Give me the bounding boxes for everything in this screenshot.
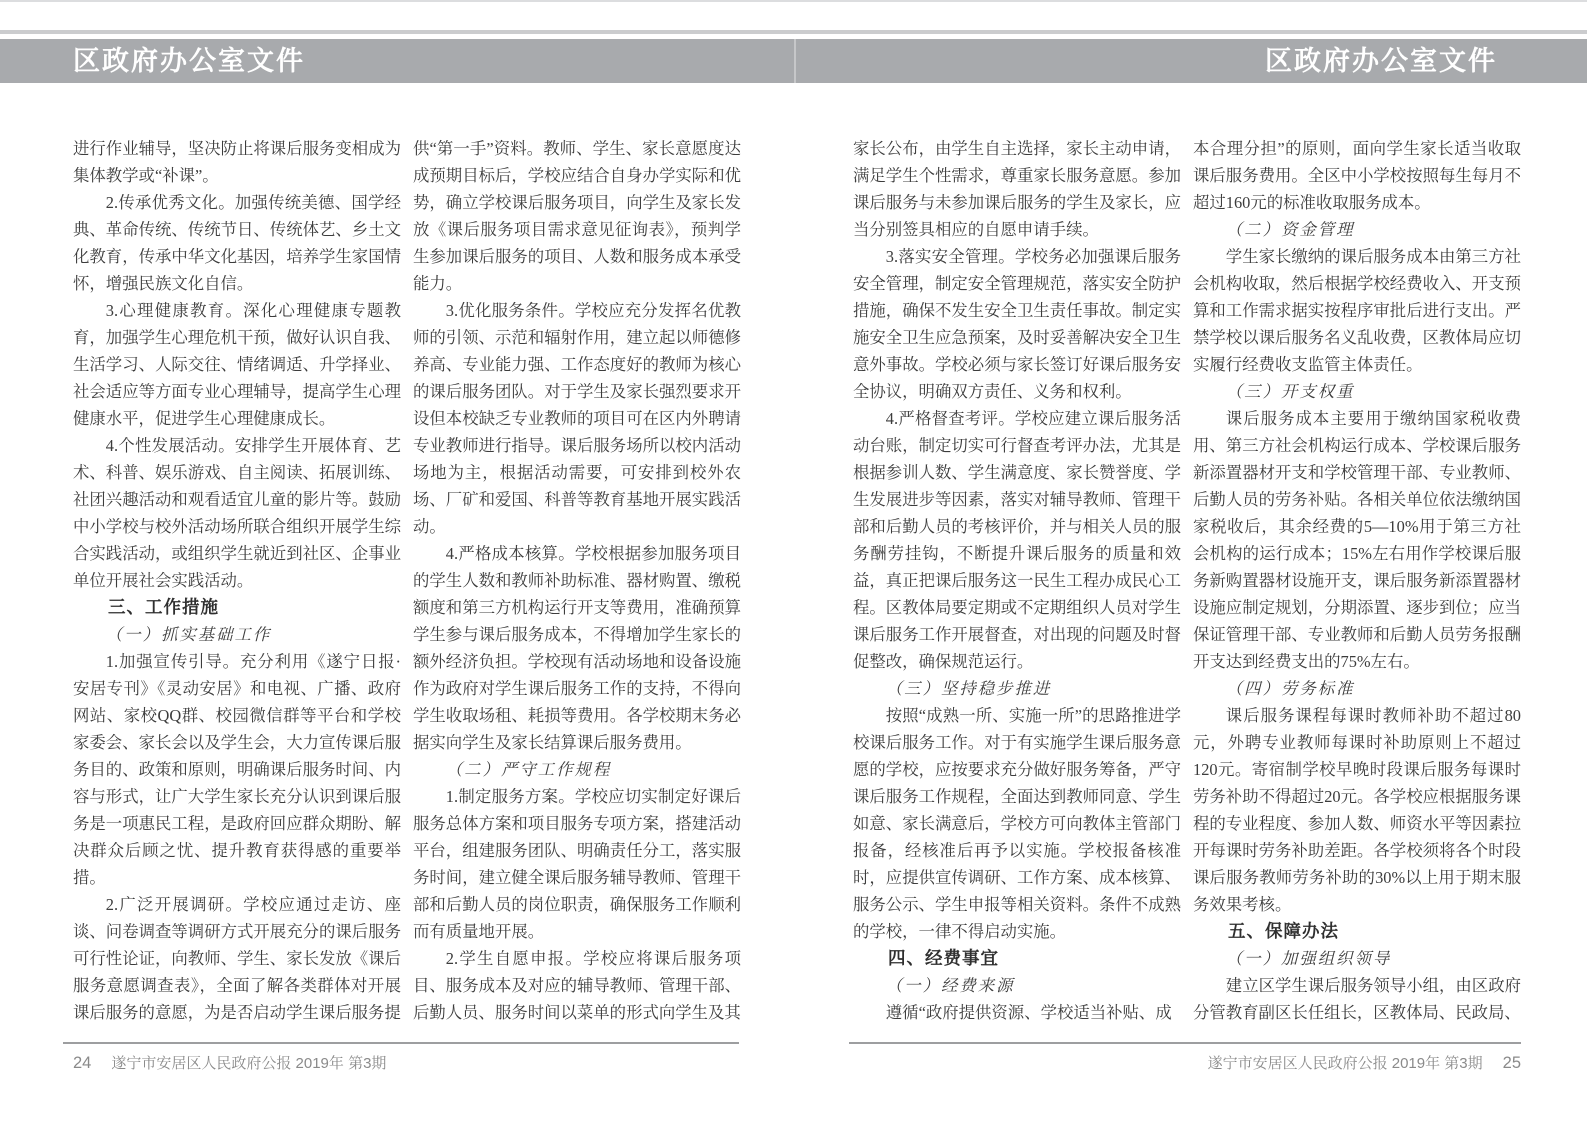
- paragraph: 课后服务成本主要用于缴纳国家税收费用、第三方社会机构运行成本、学校课后服务新添置器材开支和学校管理干部、专业教师、后勤人员的劳务补贴。各相关单位依法缴纳国家税收后，其余经费的5—10%用于第三方社会机构的运行成本；15%左右用作学校课后服务新购置器材设施开支，课后服务新添置器材设施应制定规划，分期添置、逐步到位；应当保证管理干部、专业教师和后勤人员劳务报酬开支达到经费支出的75%左右。: [1193, 409, 1521, 671]
- sub-heading: （三）坚持稳步推进: [885, 679, 1052, 698]
- footer-title-right: 遂宁市安居区人民政府公报 2019年 第3期: [1207, 1055, 1483, 1072]
- left-page-banner-title: 区政府办公室文件: [73, 46, 305, 76]
- left-page-footer: [73, 1052, 386, 1074]
- text-column-2: [413, 135, 741, 1026]
- text-column-1: [73, 135, 401, 1026]
- paragraph: 4.个性发展活动。安排学生开展体育、艺术、科普、娱乐游戏、自主阅读、拓展训练、社团兴趣活动和观看适宜儿童的影片等。鼓励中小学校与校外活动场所联合组织开展学生综合实践活动，或组织学生就近到社区、企事业单位开展社会实践活动。: [73, 436, 401, 590]
- paragraph: 进行作业辅导，坚决防止将课后服务变相成为集体教学或“补课”。: [73, 139, 401, 185]
- paragraph: 建立区学生课后服务领导小组，由区政府分管教育副区长任组长，区教体局、民政局、: [1193, 976, 1521, 1022]
- paragraph: 课后服务课程每课时教师补助不超过80元，外聘专业教师每课时补助原则上不超过120元。寄宿制学校早晚时段课后服务每课时劳务补助不得超过20元。各学校应根据服务课程的专业程度、参加人数、师资水平等因素拉开每课时劳务补助差距。各学校须将各个时段课后服务教师劳务补助的30%以上用于期末服务效果考核。: [1193, 706, 1521, 914]
- left-footer-rule: [63, 1042, 739, 1044]
- paragraph: 本合理分担”的原则，面向学生家长适当收取课后服务费用。全区中小学校按照每生每月不超过160元的标准收取服务成本。: [1193, 139, 1521, 212]
- paragraph: 4.严格成本核算。学校根据参加服务项目的学生人数和教师补助标准、器材购置、缴税额度和第三方机构运行开支等费用，准确预算学生参与课后服务成本，不得增加学生家长的额外经济负担。学校现有活动场地和设备设施作为政府对学生课后服务工作的支持，不得向学生收取场租、耗损等费用。各学校期末务必据实向学生及家长结算课后服务费用。: [413, 544, 741, 752]
- paragraph: 2.广泛开展调研。学校应通过走访、座谈、问卷调查等调研方式开展充分的课后服务可行性论证，向教师、学生、家长发放《课后服务意愿调查表》，全面了解各类群体对开展课后服务的意愿，为是否启动学生课后服务提: [73, 895, 401, 1022]
- paragraph: 1.加强宣传引导。充分利用《遂宁日报·安居专刊》《灵动安居》和电视、广播、政府网站、家校QQ群、校园微信群等平台和学校家委会、家长会以及学生会，大力宣传课后服务目的、政策和原则，明确课后服务时间、内容与形式，让广大学生家长充分认识到课后服务是一项惠民工程，是政府回应群众期盼、解决群众后顾之忧、提升教育获得感的重要举措。: [73, 652, 401, 887]
- page-number-left: 24: [73, 1054, 92, 1072]
- text-column-3: [853, 135, 1181, 1026]
- paragraph: 3.落实安全管理。学校务必加强课后服务安全管理，制定安全管理规范，落实安全防护措施，确保不发生安全卫生责任事故。制定实施安全卫生应急预案，及时妥善解决安全卫生意外事故。学校必须与家长签订好课后服务安全协议，明确双方责任、义务和权利。: [853, 247, 1181, 401]
- sub-heading: （一）抓实基础工作: [105, 625, 272, 644]
- paragraph: 1.制定服务方案。学校应切实制定好课后服务总体方案和项目服务专项方案，搭建活动平台，组建服务团队、明确责任分工，落实服务时间，建立健全课后服务辅导教师、管理干部和后勤人员的岗位职责，确保服务工作顺利而有质量地开展。: [413, 787, 741, 941]
- paragraph: 供“第一手”资料。教师、学生、家长意愿度达成预期目标后，学校应结合自身办学实际和优势，确立学校课后服务项目，向学生及家长发放《课后服务项目需求意见征询表》，预判学生参加课后服务的项目、人数和服务成本承受能力。: [413, 139, 741, 293]
- paragraph: 3.心理健康教育。深化心理健康专题教育，加强学生心理危机干预，做好认识自我、生活学习、人际交往、情绪调适、升学择业、社会适应等方面专业心理辅导，提高学生心理健康水平，促进学生心理健康成长。: [73, 301, 401, 428]
- paragraph: 4.严格督查考评。学校应建立课后服务活动台账，制定切实可行督查考评办法，尤其是根据参训人数、学生满意度、家长赞誉度、学生发展进步等因素，落实对辅导教师、管理干部和后勤人员的考核评价，并与相关人员的服务酬劳挂钩，不断提升课后服务的质量和效益，真正把课后服务这一民生工程办成民心工程。区教体局要定期或不定期组织人员对学生课后服务工作开展督查，对出现的问题及时督促整改，确保规范运行。: [853, 409, 1181, 671]
- section-heading: 四、经费事宜: [888, 948, 999, 968]
- right-footer-rule: [849, 1042, 1521, 1044]
- paragraph: 学生家长缴纳的课后服务成本由第三方社会机构收取，然后根据学校经费收入、开支预算和工作需求据实按程序审批后进行支出。严禁学校以课后服务名义乱收费，区教体局应切实履行经费收支监管主体责任。: [1193, 247, 1521, 374]
- section-heading: 五、保障办法: [1228, 921, 1339, 941]
- paragraph: 2.学生自愿申报。学校应将课后服务项目、服务成本及对应的辅导教师、管理干部、后勤人员、服务时间以菜单的形式向学生及其: [413, 949, 741, 1022]
- scan-top-edge: [0, 0, 1587, 2]
- sub-heading: （一）加强组织领导: [1225, 949, 1392, 968]
- footer-title-left: 遂宁市安居区人民政府公报 2019年 第3期: [111, 1055, 387, 1072]
- paragraph: 3.优化服务条件。学校应充分发挥名优教师的引领、示范和辐射作用，建立起以师德修养高、专业能力强、工作态度好的教师为核心的课后服务团队。对于学生及家长强烈要求开设但本校缺乏专业教师的项目可在区内外聘请专业教师进行指导。课后服务场所以校内活动场地为主，根据活动需要，可安排到校外农场、厂矿和爱国、科普等教育基地开展实践活动。: [413, 301, 741, 536]
- right-page-footer: [849, 1052, 1521, 1074]
- paragraph: 按照“成熟一所、实施一所”的思路推进学校课后服务工作。对于有实施学生课后服务意愿的学校，应按要求充分做好服务筹备，严守课后服务工作规程，全面达到教师同意、学生如意、家长满意后，学校方可向教体主管部门报备，经核准后再予以实施。学校报备核准时，应提供宣传调研、工作方案、成本核算、服务公示、学生申报等相关资料。条件不成熟的学校，一律不得启动实施。: [853, 706, 1181, 941]
- sub-heading: （二）资金管理: [1225, 220, 1355, 239]
- sub-heading: （一）经费来源: [885, 976, 1015, 995]
- sub-heading: （三）开支权重: [1225, 382, 1355, 401]
- section-heading: 三、工作措施: [108, 597, 219, 617]
- sub-heading: （四）劳务标准: [1225, 679, 1355, 698]
- header-thin-rule: [0, 30, 1587, 34]
- header-banner: [0, 39, 1587, 83]
- text-column-4: [1193, 135, 1521, 1026]
- page-seam: [794, 39, 796, 83]
- page-number-right: 25: [1502, 1054, 1521, 1072]
- paragraph: 遵循“政府提供资源、学校适当补贴、成: [885, 1003, 1172, 1022]
- sub-heading: （二）严守工作规程: [445, 760, 612, 779]
- paragraph: 家长公布，由学生自主选择，家长主动申请，满足学生个性需求，尊重家长服务意愿。参加课后服务与未参加课后服务的学生及家长，应当分别签具相应的自愿申请手续。: [853, 139, 1181, 239]
- right-page-banner-title: 区政府办公室文件: [1265, 46, 1497, 76]
- paragraph: 2.传承优秀文化。加强传统美德、国学经典、革命传统、传统节日、传统体艺、乡土文化教育，传承中华文化基因，培养学生家国情怀，增强民族文化自信。: [73, 193, 401, 293]
